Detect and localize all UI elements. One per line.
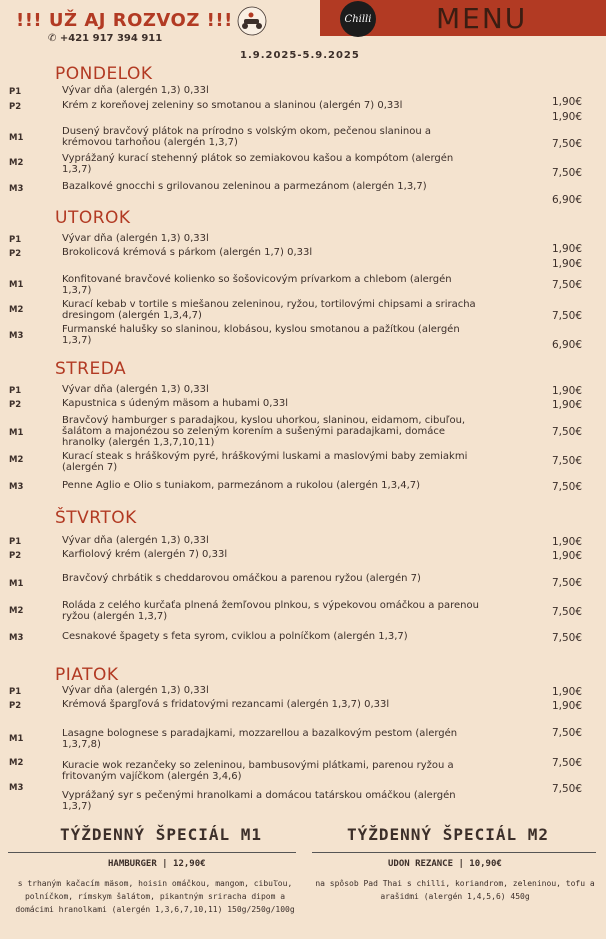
item-code: M1 bbox=[9, 579, 24, 589]
day-title: STREDA bbox=[55, 359, 127, 379]
item-price: 7,50€ bbox=[551, 783, 582, 795]
item-code: M3 bbox=[9, 633, 24, 643]
item-code: P2 bbox=[9, 102, 22, 112]
item-code: M1 bbox=[9, 734, 24, 744]
item-price: 7,50€ bbox=[551, 757, 582, 769]
phone-text: +421 917 394 911 bbox=[59, 33, 163, 44]
special-desc: s trhaným kačacím mäsom, hoisin omáčkou, mangom, cibuľou, polníčkom, rímskym šalátom, pikantným sriracha dipom a domácimi hranolkami (alergén 1,3,6,7,10,11) 150g/250g/100g bbox=[15, 879, 295, 914]
item-price: 1,90€ bbox=[551, 700, 582, 712]
special-title: TÝŽDENNÝ ŠPECIÁL M1 bbox=[60, 825, 263, 844]
item-code: M3 bbox=[9, 184, 24, 194]
item-code: M3 bbox=[9, 783, 24, 793]
item-desc: Vyprážaný kurací stehenný plátok so zemiakovou kašou a kompótom (alergén 1,3,7) bbox=[62, 153, 454, 175]
item-price: 7,50€ bbox=[551, 138, 582, 150]
item-desc: Penne Aglio e Olio s tuniakom, parmezánom a rukolou (alergén 1,3,4,7) bbox=[62, 480, 421, 491]
special-divider bbox=[8, 852, 296, 853]
item-code: M1 bbox=[9, 428, 24, 438]
day-title: ŠTVRTOK bbox=[55, 508, 137, 528]
item-desc: Kapustnica s údeným mäsom a hubami 0,33l bbox=[62, 398, 288, 409]
item-code: M3 bbox=[9, 482, 24, 492]
item-desc: Kurací kebab v tortile s miešanou zeleninou, ryžou, tortilovými chipsami a sriracha dresingom (alergén 1,3,4,7) bbox=[62, 299, 476, 321]
item-price: 7,50€ bbox=[551, 426, 582, 438]
item-price: 6,90€ bbox=[551, 194, 582, 206]
item-code: P1 bbox=[9, 386, 22, 396]
item-price: 7,50€ bbox=[551, 279, 582, 291]
item-price: 7,50€ bbox=[551, 606, 582, 618]
item-code: P2 bbox=[9, 551, 22, 561]
item-code: M2 bbox=[9, 158, 24, 168]
item-desc: Bravčový hamburger s paradajkou, kyslou uhorkou, slaninou, eidamom, cibuľou, šalátom a majonézou so zeleným korením a sušenými paradajkami, domáce hranolky (alergén 1,3,7,10,11) bbox=[62, 415, 466, 448]
item-code: M2 bbox=[9, 305, 24, 315]
item-price: 7,50€ bbox=[551, 577, 582, 589]
item-desc: Karfiolový krém (alergén 7) 0,33l bbox=[62, 549, 228, 560]
scooter-icon bbox=[233, 6, 271, 36]
item-desc: Vývar dňa (alergén 1,3) 0,33l bbox=[62, 384, 209, 395]
item-price: 7,50€ bbox=[551, 455, 582, 467]
item-code: M2 bbox=[9, 455, 24, 465]
item-price: 1,90€ bbox=[551, 111, 582, 123]
item-desc: Vývar dňa (alergén 1,3) 0,33l bbox=[62, 685, 209, 696]
item-price: 1,90€ bbox=[551, 686, 582, 698]
day-title: UTOROK bbox=[55, 208, 131, 228]
item-code: M3 bbox=[9, 331, 24, 341]
item-desc: Vyprážaný syr s pečenými hranolkami a domácou tatárskou omáčkou (alergén 1,3,7) bbox=[62, 790, 456, 812]
item-price: 7,50€ bbox=[551, 727, 582, 739]
day-title: PONDELOK bbox=[55, 64, 153, 84]
item-code: P1 bbox=[9, 687, 22, 697]
item-code: M1 bbox=[9, 280, 24, 290]
item-code: P2 bbox=[9, 249, 22, 259]
item-desc: Vývar dňa (alergén 1,3) 0,33l bbox=[62, 233, 209, 244]
item-desc: Furmanské halušky so slaninou, klobásou, kyslou smotanou a pažítkou (alergén 1,3,7) bbox=[62, 324, 460, 346]
item-desc: Bravčový chrbátik s cheddarovou omáčkou a parenou ryžou (alergén 7) bbox=[62, 573, 421, 584]
special-name: UDON REZANCE | 10,90€ bbox=[388, 859, 502, 869]
special-title: TÝŽDENNÝ ŠPECIÁL M2 bbox=[347, 825, 550, 844]
item-desc: Kurací steak s hráškovým pyré, hráškovými luskami a maslovými baby zemiakmi (alergén 7) bbox=[62, 451, 468, 473]
special-name: HAMBURGER | 12,90€ bbox=[108, 859, 206, 869]
item-price: 1,90€ bbox=[551, 536, 582, 548]
item-code: P2 bbox=[9, 701, 22, 711]
item-code: P1 bbox=[9, 235, 22, 245]
special-divider bbox=[312, 852, 596, 853]
phone-number[interactable] bbox=[48, 33, 162, 44]
item-code: M1 bbox=[9, 133, 24, 143]
item-desc: Krémová špargľová s fridatovými rezancami (alergén 1,3,7) 0,33l bbox=[62, 699, 390, 710]
delivery-banner: !!! UŽ AJ ROZVOZ !!! bbox=[16, 10, 233, 31]
item-desc: Dusený bravčový plátok na prírodno s volským okom, pečenou slaninou a krémovou tarhoňou (alergén 1,3,7) bbox=[62, 126, 432, 148]
item-desc: Brokolicová krémová s párkom (alergén 1,7) 0,33l bbox=[62, 247, 313, 258]
item-desc: Cesnakové špagety s feta syrom, cviklou a polníčkom (alergén 1,3,7) bbox=[62, 631, 408, 642]
special-desc: na spôsob Pad Thai s chilli, koriandrom, zeleninou, tofu a arašidmi (alergén 1,4,5,6) 450g bbox=[315, 879, 595, 901]
item-price: 1,90€ bbox=[551, 96, 582, 108]
item-price: 7,50€ bbox=[551, 481, 582, 493]
item-price: 7,50€ bbox=[551, 167, 582, 179]
item-desc: Bazalkové gnocchi s grilovanou zeleninou a parmezánom (alergén 1,3,7) bbox=[62, 181, 427, 192]
menu-title: MENU bbox=[436, 2, 528, 35]
item-price: 1,90€ bbox=[551, 385, 582, 397]
item-price: 7,50€ bbox=[551, 632, 582, 644]
item-price: 1,90€ bbox=[551, 243, 582, 255]
item-desc: Vývar dňa (alergén 1,3) 0,33l bbox=[62, 85, 209, 96]
item-code: M2 bbox=[9, 758, 24, 768]
item-desc: Kuracie wok rezančeky so zeleninou, bambusovými plátkami, parenou ryžou a fritovaným vajíčkom (alergén 3,4,6) bbox=[62, 760, 454, 782]
item-desc: Lasagne bolognese s paradajkami, mozzarellou a bazalkovým pestom (alergén 1,3,7,8) bbox=[62, 728, 458, 750]
item-code: P2 bbox=[9, 400, 22, 410]
phone-icon: ✆ bbox=[48, 33, 60, 44]
item-code: P1 bbox=[9, 87, 22, 97]
item-price: 1,90€ bbox=[551, 550, 582, 562]
item-price: 6,90€ bbox=[551, 339, 582, 351]
item-desc: Krém z koreňovej zeleniny so smotanou a slaninou (alergén 7) 0,33l bbox=[62, 100, 403, 111]
item-desc: Roláda z celého kurčaťa plnená žemľovou plnkou, s výpekovou omáčkou a parenou ryžou (alergén 1,3,7) bbox=[62, 600, 479, 622]
day-title: PIATOK bbox=[55, 665, 119, 685]
chilli-logo: Chilli bbox=[340, 1, 376, 37]
item-price: 1,90€ bbox=[551, 258, 582, 270]
item-code: M2 bbox=[9, 606, 24, 616]
item-price: 1,90€ bbox=[551, 399, 582, 411]
item-desc: Vývar dňa (alergén 1,3) 0,33l bbox=[62, 535, 209, 546]
menu-dates: 1.9.2025-5.9.2025 bbox=[240, 50, 360, 61]
item-price: 7,50€ bbox=[551, 310, 582, 322]
item-desc: Konfitované bravčové kolienko so šošovicovým prívarkom a chlebom (alergén 1,3,7) bbox=[62, 274, 452, 296]
item-code: P1 bbox=[9, 537, 22, 547]
